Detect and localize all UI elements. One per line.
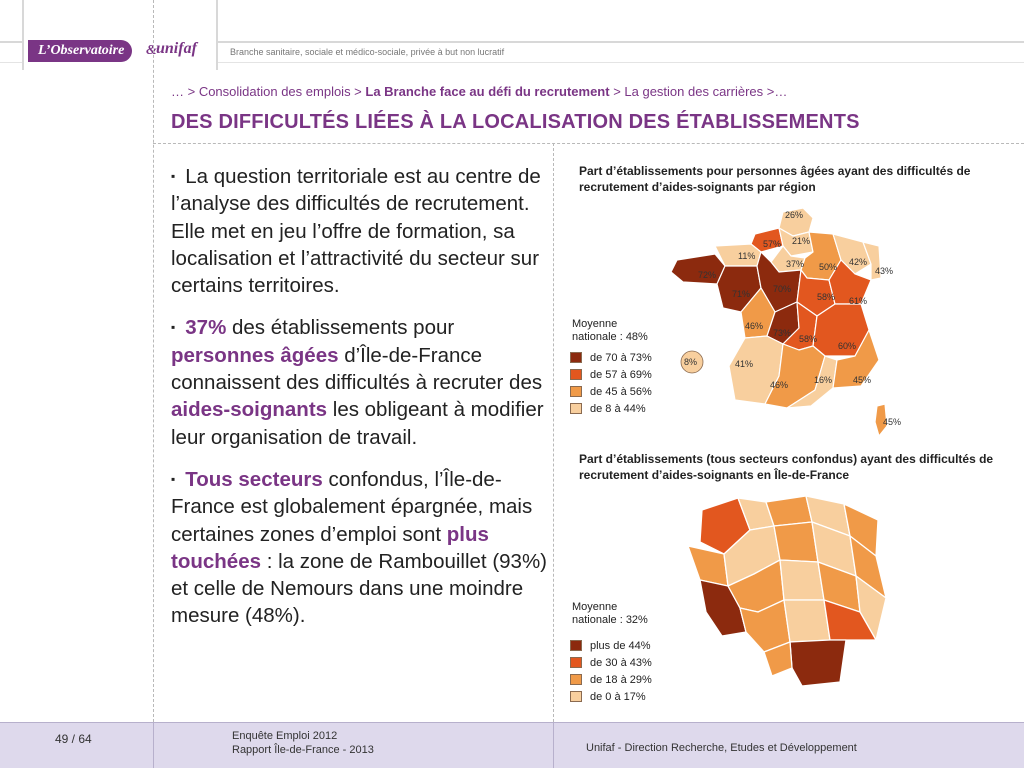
map1-average-label: Moyenne: [572, 318, 618, 330]
legend-swatch: [570, 674, 582, 685]
bullet-3-highlight-a: Tous secteurs: [185, 467, 323, 491]
label-46b: 46%: [770, 380, 789, 390]
breadcrumb-current[interactable]: La Branche face au défi du recrutement: [365, 84, 610, 99]
breadcrumb-prefix: … > Consolidation des emplois >: [171, 84, 366, 99]
logo-ampersand: &: [146, 43, 157, 58]
bullet-3: [171, 466, 551, 630]
map2-legend-row: [570, 671, 652, 688]
zone-center: [774, 522, 818, 562]
label-57: 57%: [763, 239, 782, 249]
bullet-marker: ▪: [171, 471, 176, 486]
page-title: DES DIFFICULTÉS LIÉES À LA LOCALISATION DES ÉTABLISSEMENTS: [171, 111, 860, 133]
map1-average-value: nationale : 48%: [572, 331, 648, 343]
label-45: 45%: [853, 375, 872, 385]
left-frame-line: [153, 0, 154, 722]
footer-source-line1: Enquête Emploi 2012: [232, 730, 338, 742]
legend-label: de 0 à 17%: [590, 690, 646, 703]
label-58: 58%: [817, 292, 836, 302]
map1-legend-row: [570, 383, 652, 400]
label-70: 70%: [773, 284, 792, 294]
page-number: 49 / 64: [55, 732, 92, 746]
zone-nemours: [790, 640, 846, 686]
zone-evry: [780, 560, 824, 600]
bullet-marker: ▪: [171, 320, 176, 335]
label-50: 50%: [819, 262, 838, 272]
legend-label: de 30 à 43%: [590, 656, 652, 669]
map1-legend-row: [570, 366, 652, 383]
bullet-1: [171, 163, 551, 299]
zone-north: [766, 496, 812, 526]
label-43: 43%: [875, 266, 894, 276]
legend-swatch: [570, 352, 582, 363]
bullet-3-text-a: confondus, l’Île-de-France est globalement épargnée, mais certaines zones d’emploi sont: [171, 467, 533, 546]
title-divider: [153, 143, 1024, 144]
map2-average: [572, 601, 648, 627]
label-21: 21%: [792, 236, 811, 246]
bullet-3-highlight-b: plus touchées: [171, 522, 489, 573]
breadcrumb-suffix: > La gestion des carrières >…: [609, 84, 788, 99]
legend-swatch: [570, 691, 582, 702]
label-41: 41%: [735, 359, 754, 369]
bullet-2-highlight-a: personnes âgées: [171, 343, 339, 367]
label-46: 46%: [745, 321, 764, 331]
bullet-2-pct: 37%: [185, 316, 227, 340]
label-71: 71%: [732, 289, 751, 299]
map2-legend: [570, 637, 652, 705]
logo-unifaf: unifaf: [156, 40, 197, 57]
label-11: 11%: [738, 251, 756, 261]
label-8: 8%: [684, 357, 698, 367]
ile-de-france-map: [680, 490, 900, 695]
label-73: 73%: [773, 328, 792, 338]
zone-fontainebleau: [784, 600, 830, 642]
map2-title: Part d’établissements (tous secteurs confondus) ayant des difficultés de recrutement d’aides-soignants en Île-de-France: [579, 452, 994, 482]
legend-swatch: [570, 640, 582, 651]
map1-title: Part d’établissements pour personnes âgées ayant des difficultés de recrutement d’aides-soignants par région: [579, 164, 971, 194]
map2-average-value: nationale : 32%: [572, 614, 648, 626]
footer-divider-1: [153, 722, 154, 768]
label-37: 37%: [786, 259, 805, 269]
column-divider: [553, 143, 554, 722]
label-72: 72%: [698, 270, 717, 280]
bullet-2-text-c: les obligeant à modifier leur organisation de travail.: [171, 398, 544, 449]
map2-average-label: Moyenne: [572, 601, 618, 613]
map1-legend-row: [570, 349, 652, 366]
legend-swatch: [570, 369, 582, 380]
bullet-2-text-b: d’Île-de-France connaissent des difficultés à recruter des: [171, 343, 543, 395]
map1-average: [572, 318, 648, 344]
bullet-2: [171, 314, 551, 450]
label-45b: 45%: [883, 417, 902, 427]
legend-swatch: [570, 657, 582, 668]
bullet-1-text: La question territoriale est au centre de l’analyse des difficultés de recrutement. Elle met en jeu l’offre de formation, sa localisation et l’attractivité du secteur sur certains territoires.: [171, 165, 541, 298]
bullet-2-text-a: des établissements pour: [226, 316, 455, 340]
map1-legend-row: [570, 400, 652, 417]
legend-swatch: [570, 403, 582, 414]
map1-legend: [570, 349, 652, 417]
map2-legend-row: [570, 637, 652, 654]
footer-source: [232, 729, 374, 757]
header-tagline: Branche sanitaire, sociale et médico-sociale, privée à but non lucratif: [230, 47, 505, 57]
legend-label: de 70 à 73%: [590, 351, 652, 364]
label-61: 61%: [849, 296, 868, 306]
bullet-list: [171, 163, 551, 645]
legend-label: plus de 44%: [590, 639, 651, 652]
label-58b: 58%: [799, 334, 818, 344]
logo-observatoire: L’Observatoire: [28, 40, 132, 62]
bullet-3-text-b: : la zone de Rambouillet (93%) et celle de Nemours dans une moindre mesure (48%).: [171, 549, 548, 628]
map2-legend-row: [570, 688, 652, 705]
legend-swatch: [570, 386, 582, 397]
label-16: 16%: [814, 375, 833, 385]
map2-legend-row: [570, 654, 652, 671]
bullet-2-highlight-b: aides-soignants: [171, 398, 328, 422]
bullet-marker: ▪: [171, 169, 176, 183]
label-26: 26%: [785, 210, 804, 220]
legend-label: de 45 à 56%: [590, 385, 652, 398]
legend-label: de 57 à 69%: [590, 368, 652, 381]
footer-source-line2: Rapport Île-de-France - 2013: [232, 744, 374, 756]
legend-label: de 8 à 44%: [590, 402, 646, 415]
legend-label: de 18 à 29%: [590, 673, 652, 686]
footer-organization: Unifaf - Direction Recherche, Etudes et Développement: [586, 742, 857, 754]
footer-divider-2: [553, 722, 554, 768]
breadcrumb: [171, 84, 787, 99]
label-42: 42%: [849, 257, 868, 267]
label-60: 60%: [838, 341, 857, 351]
